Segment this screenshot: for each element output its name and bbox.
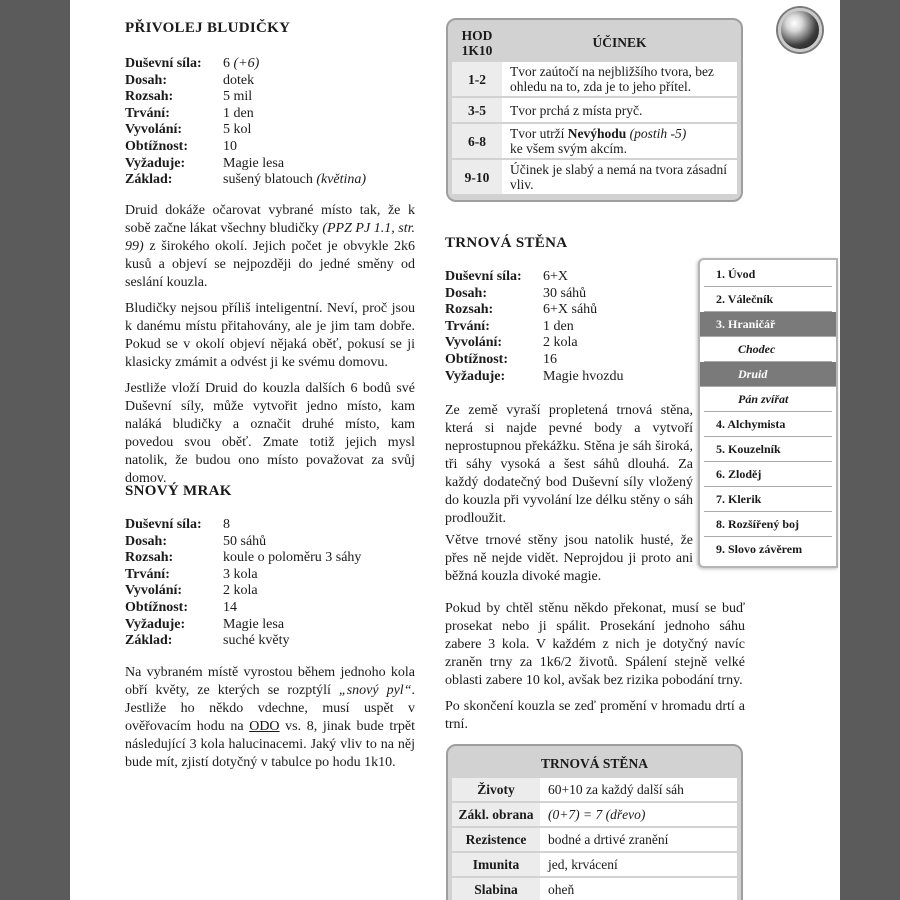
stat-key: Vyžaduje: bbox=[445, 368, 506, 384]
paragraph bbox=[125, 664, 415, 772]
paragraph: Po skončení kouzla se zeď promění v hromadu drtí a trní. bbox=[445, 699, 745, 732]
stat-value bbox=[223, 172, 366, 189]
nav-item-valecnik[interactable]: 2. Válečník bbox=[704, 287, 832, 312]
paragraph: Jestliže vloží Druid do kouzla dalších 6 bodů své Duševní síly, může vytvořit jedno místo, kam naláká bludičky a označit druhé místo, kam povedou svou oběť. Zmate totiž jejich mysl natolik, že budou ono místo považovat za svůj domov. bbox=[125, 381, 415, 486]
paragraph: Bludičky nejsou příliš inteligentní. Neví, proč jsou k danému místu přitahovány, ale je jim tam dobře. Pokud se v okolí objeví nějaká oběť, pokusí se ji klasicky zmámit a odvést ji ke svému domovu. bbox=[125, 301, 415, 370]
roll-table-header bbox=[452, 26, 737, 60]
stat-value-note: (+6) bbox=[233, 56, 260, 71]
stat-key: Dosah: bbox=[125, 533, 168, 549]
nav-item-slovo-zaverem[interactable]: 9. Slovo závěrem bbox=[716, 542, 803, 556]
stat-value: 10 bbox=[223, 138, 237, 154]
stat-key: Vyžaduje: bbox=[125, 616, 186, 632]
table-row bbox=[452, 878, 737, 900]
stat-key: Duševní síla: bbox=[125, 517, 202, 532]
spell-stats-privolej-bludicky bbox=[125, 56, 395, 189]
nav-item-pan-zvirat[interactable]: Pán zvířat bbox=[704, 387, 832, 412]
nav-item-chodec[interactable]: Chodec bbox=[704, 337, 832, 362]
property-cell: Zákl. obrana bbox=[452, 803, 540, 826]
stat-key: Duševní síla: bbox=[445, 269, 522, 284]
orb-ornament-icon bbox=[778, 8, 822, 52]
header-effect: ÚČINEK bbox=[592, 35, 647, 50]
stat-key: Obtížnost: bbox=[125, 599, 188, 615]
stat-value: 5 mil bbox=[223, 89, 253, 105]
property-cell: Životy bbox=[452, 778, 540, 801]
stat-row bbox=[445, 369, 685, 386]
stat-value: 16 bbox=[543, 351, 557, 367]
stat-key: Vyvolání: bbox=[125, 583, 183, 599]
stat-row bbox=[125, 172, 395, 189]
roll-cell: 1-2 bbox=[452, 62, 502, 96]
stat-value: 14 bbox=[223, 599, 237, 615]
stat-row bbox=[445, 302, 685, 319]
paragraph: Větve trnové stěny jsou natolik husté, že přes ně nejde vidět. Neprojdou ji proto ani běžná kouzla divoké magie. bbox=[445, 533, 693, 584]
paragraph: Ze země vyraší propletená trnová stěna, která si najde pevné body a vytvoří neprostupnou překážku. Stěna je sáh široká, tři sáhy vysoká a šest sáhů dlouhá. Za každý dodatečný bod Duševní síly vložený do kouzla při vyvolání lze délku stěny o sáh prodloužit. bbox=[445, 403, 693, 526]
text: Na vybraném místě vyrostou během jednoho kola obří květy, ze kterých se rozptýlí bbox=[125, 665, 415, 698]
stat-value: 6+X bbox=[543, 269, 569, 284]
stat-key: Vyvolání: bbox=[125, 122, 183, 138]
stat-row bbox=[125, 583, 415, 600]
paragraph bbox=[125, 202, 415, 292]
value-cell: 60+10 za každý další sáh bbox=[540, 778, 737, 801]
penalty-note: (postih -5) bbox=[629, 126, 687, 141]
stat-row bbox=[125, 600, 415, 617]
roll-cell: 6-8 bbox=[452, 124, 502, 158]
stat-row bbox=[125, 122, 395, 139]
value-cell: jed, krvácení bbox=[540, 853, 737, 876]
stat-row bbox=[125, 567, 415, 584]
text: ke všem svým akcím. bbox=[510, 141, 627, 156]
table-row bbox=[452, 803, 737, 826]
odo-term: ODO bbox=[249, 719, 280, 734]
stat-row bbox=[445, 286, 685, 303]
stat-value: koule o poloměru 3 sáhy bbox=[223, 550, 362, 566]
effect-cell: Tvor zaútočí na nejbližšího tvora, bez ohledu na to, zda je to jeho přítel. bbox=[502, 62, 737, 96]
stat-key: Rozsah: bbox=[125, 550, 174, 566]
nav-item-alchymista[interactable]: 4. Alchymista bbox=[704, 412, 832, 437]
stat-key: Obtížnost: bbox=[125, 138, 188, 154]
text: vs. 8, jinak bude trpět následující 3 kola halucinacemi. Jaký vliv to na něj bude mít, zjistí dotyčný v tabulce po hodu 1k10. bbox=[125, 719, 416, 770]
spell-stats-snovy-mrak bbox=[125, 517, 415, 650]
nav-item-klerik[interactable]: 7. Klerik bbox=[704, 487, 832, 512]
spell-stats-trnova-stena bbox=[445, 269, 685, 385]
stat-row bbox=[125, 73, 395, 90]
property-cell: Rezistence bbox=[452, 828, 540, 851]
table-row bbox=[452, 160, 737, 194]
nav-item-druid[interactable]: Druid bbox=[700, 362, 836, 387]
nav-item-kouzelnik[interactable]: 5. Kouzelník bbox=[704, 437, 832, 462]
spell-title-privolej-bludicky: PŘIVOLEJ BLUDIČKY bbox=[125, 20, 291, 36]
wall-stat-table bbox=[446, 744, 743, 900]
stat-row bbox=[125, 106, 395, 123]
stat-key: Základ: bbox=[125, 633, 173, 649]
chapter-nav bbox=[698, 258, 838, 568]
stat-key: Dosah: bbox=[125, 72, 168, 88]
stat-value: 50 sáhů bbox=[223, 533, 267, 549]
stat-row bbox=[125, 156, 395, 173]
stat-value bbox=[223, 56, 259, 73]
stat-value-main: sušený blatouch bbox=[223, 172, 313, 188]
text: Druid dokáže očarovat vybrané místo tak, že k sobě začne lákat všechny bludičky bbox=[125, 203, 415, 236]
roll-cell: 9-10 bbox=[452, 160, 502, 194]
stat-row bbox=[125, 89, 395, 106]
stat-key: Vyvolání: bbox=[445, 335, 503, 351]
stat-key: Dosah: bbox=[445, 285, 488, 301]
nav-item-zlodej[interactable]: 6. Zloděj bbox=[704, 462, 832, 487]
stat-value: dotek bbox=[223, 72, 255, 88]
table-row bbox=[452, 62, 737, 96]
property-cell: Imunita bbox=[452, 853, 540, 876]
stat-row bbox=[445, 352, 685, 369]
wall-table-header bbox=[452, 752, 737, 776]
header-roll: HOD 1K10 bbox=[461, 28, 493, 58]
text: . Jestliže ho někdo vdechne, musí uspět v ověřovacím hodu na bbox=[125, 683, 415, 734]
stat-value: 2 kola bbox=[543, 335, 578, 351]
stat-value: 30 sáhů bbox=[543, 285, 587, 301]
stat-value: 1 den bbox=[543, 318, 574, 334]
table-row bbox=[452, 853, 737, 876]
spell-title-trnova-stena: TRNOVÁ STĚNA bbox=[445, 235, 568, 251]
disadvantage-term: Nevýhodu bbox=[567, 126, 627, 141]
nav-item-rozsireny-boj[interactable]: 8. Rozšířený boj bbox=[704, 512, 832, 537]
stat-row bbox=[125, 633, 415, 650]
stat-key: Duševní síla: bbox=[125, 56, 202, 71]
text: Tvor utrží bbox=[510, 126, 568, 141]
roll-table bbox=[446, 18, 743, 202]
stat-key: Rozsah: bbox=[445, 302, 494, 318]
effect-cell bbox=[502, 124, 737, 158]
effect-cell: Tvor prchá z místa pryč. bbox=[502, 98, 737, 122]
table-row bbox=[452, 778, 737, 801]
stat-row bbox=[445, 319, 685, 336]
stat-value: 8 bbox=[223, 517, 230, 532]
stat-value: 3 kola bbox=[223, 566, 258, 582]
stat-value: Magie lesa bbox=[223, 155, 285, 171]
paragraph: Pokud by chtěl stěnu někdo překonat, musí se buď prosekat nebo ji spálit. Prosekání jednoho sáhu zabere 3 kola. V každém z nich je dotyčný navíc zraněn trny za 1k6/2 životů. Spálení stejně velké oblasti zabere 10 kol, avšak bez rizika pobodání trny. bbox=[445, 601, 745, 688]
nav-item-uvod[interactable]: 1. Úvod bbox=[704, 262, 832, 287]
stat-key: Vyžaduje: bbox=[125, 155, 186, 171]
stat-row bbox=[125, 56, 395, 73]
value-cell: (0+7) = 7 (dřevo) bbox=[540, 803, 737, 826]
stat-value-main: 6 bbox=[223, 56, 230, 71]
stat-value: 5 kol bbox=[223, 122, 252, 138]
wall-table-title: TRNOVÁ STĚNA bbox=[541, 756, 648, 771]
stat-key: Základ: bbox=[125, 172, 173, 188]
stat-row bbox=[125, 617, 415, 634]
table-row bbox=[452, 828, 737, 851]
spell-title-snovy-mrak: SNOVÝ MRAK bbox=[125, 483, 232, 499]
stat-value: Magie hvozdu bbox=[543, 368, 624, 384]
stat-key: Rozsah: bbox=[125, 89, 174, 105]
stat-key: Trvání: bbox=[125, 566, 170, 582]
stat-value: Magie lesa bbox=[223, 616, 285, 632]
stat-value: 6+X sáhů bbox=[543, 302, 598, 318]
viewer-background bbox=[840, 0, 900, 900]
table-row bbox=[452, 124, 737, 158]
stat-value: 1 den bbox=[223, 105, 254, 121]
stat-row bbox=[125, 517, 415, 534]
quoted-term: „snový pyl“ bbox=[338, 683, 412, 698]
stat-value: 2 kola bbox=[223, 583, 258, 599]
stat-value: suché květy bbox=[223, 633, 290, 649]
stat-row bbox=[125, 139, 395, 156]
stat-row bbox=[125, 534, 415, 551]
effect-cell: Účinek je slabý a nemá na tvora zásadní vliv. bbox=[502, 160, 737, 194]
roll-cell: 3-5 bbox=[452, 98, 502, 122]
stat-value-note: (květina) bbox=[316, 172, 367, 188]
stat-key: Trvání: bbox=[125, 105, 170, 121]
value-cell: oheň bbox=[540, 878, 737, 900]
reference: (PPZ PJ 1.1, str. 99) bbox=[125, 221, 415, 254]
value-cell: bodné a drtivé zranění bbox=[540, 828, 737, 851]
stat-row bbox=[125, 550, 415, 567]
nav-item-hranicar[interactable]: 3. Hraničář bbox=[700, 312, 836, 337]
stat-key: Trvání: bbox=[445, 318, 490, 334]
property-cell: Slabina bbox=[452, 878, 540, 900]
table-row bbox=[452, 98, 737, 122]
stat-key: Obtížnost: bbox=[445, 351, 508, 367]
stat-row bbox=[445, 335, 685, 352]
text: z širokého okolí. Jejich počet je obvykle 2k6 kusů a objeví se nejpozději do jedné směny od seslání kouzla. bbox=[125, 239, 415, 290]
stat-row bbox=[445, 269, 685, 286]
